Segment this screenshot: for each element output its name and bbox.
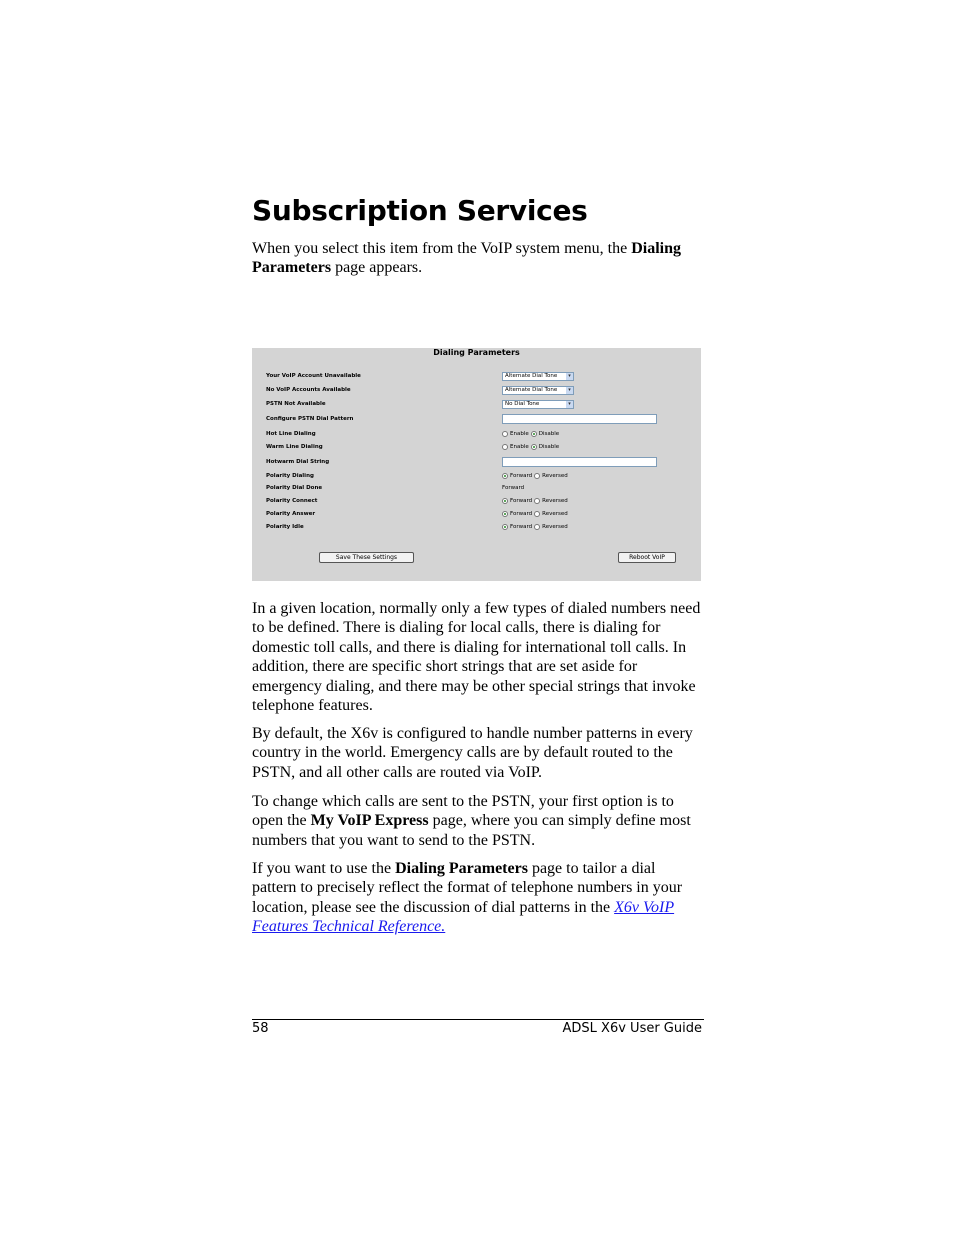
setting-label: Polarity Answer (266, 511, 316, 517)
setting-label: Polarity Connect (266, 498, 318, 504)
select-value: No Dial Tone (505, 400, 540, 407)
setting-select[interactable] (502, 372, 574, 381)
setting-label: Hot Line Dialing (266, 431, 316, 437)
para3-bold: My VoIP Express (310, 812, 429, 830)
chevron-down-icon[interactable]: ▾ (566, 373, 573, 380)
radio-label: Reversed (542, 473, 568, 479)
page-title: Subscription Services (252, 194, 588, 227)
radio-button[interactable] (502, 524, 508, 530)
paragraph-3: To change which calls are sent to the PSTN, your first option is to open the My VoIP Express page, where you can simply define most numbers that you want to send to the PSTN. (252, 793, 691, 849)
setting-label: Your VoIP Account Unavailable (266, 373, 361, 379)
radio-label: Reversed (542, 511, 568, 517)
setting-label: Hotwarm Dial String (266, 459, 330, 465)
chevron-down-icon[interactable]: ▾ (566, 401, 573, 408)
radio-label: Forward (510, 473, 533, 479)
para4-bold: Dialing Parameters (395, 860, 528, 877)
page-number: 58 (252, 1021, 269, 1036)
setting-label: Polarity Dialing (266, 473, 314, 479)
intro-paragraph: When you select this item from the VoIP system menu, the Dialing Parameters page appears. (252, 240, 681, 277)
paragraph-2: By default, the X6v is configured to handle number patterns in every country in the world. Emergency calls are by default routed to the PSTN, and all other calls are routed via VoIP. (252, 725, 693, 781)
radio-label: Forward (510, 498, 533, 504)
setting-label: Polarity Dial Done (266, 485, 323, 491)
setting-control (502, 509, 568, 519)
setting-control (502, 457, 657, 467)
dialing-parameters-screenshot (252, 348, 701, 581)
setting-control (502, 399, 574, 409)
reboot-voip-button[interactable]: Reboot VoIP (618, 552, 676, 563)
setting-control (502, 522, 568, 532)
setting-control (502, 442, 559, 452)
paragraph-4: If you want to use the Dialing Parameters page to tailor a dial pattern to precisely reflect the format of telephone numbers in your location, please see the discussion of dial patterns in the X6v VoIP Features Technical Reference. (252, 860, 683, 936)
setting-control (502, 385, 574, 395)
guide-title: ADSL X6v User Guide (562, 1021, 702, 1036)
setting-static-value: Forward (502, 485, 525, 491)
radio-button[interactable] (502, 431, 508, 437)
radio-label: Forward (510, 511, 533, 517)
setting-text-input[interactable] (502, 414, 657, 424)
radio-label: Reversed (542, 524, 568, 530)
radio-label: Enable (510, 431, 529, 437)
radio-button[interactable] (502, 498, 508, 504)
setting-control (502, 429, 559, 439)
setting-control (502, 471, 568, 481)
setting-label: No VoIP Accounts Available (266, 387, 351, 393)
radio-button[interactable] (531, 431, 537, 437)
setting-control (502, 371, 574, 381)
setting-label: Warm Line Dialing (266, 444, 323, 450)
radio-button[interactable] (534, 473, 540, 479)
radio-label: Disable (538, 444, 560, 450)
radio-button[interactable] (534, 498, 540, 504)
setting-text-input[interactable] (502, 457, 657, 467)
setting-select[interactable] (502, 386, 574, 395)
radio-button[interactable] (502, 473, 508, 479)
radio-button[interactable] (502, 444, 508, 450)
setting-label: PSTN Not Available (266, 401, 326, 407)
select-value: Alternate Dial Tone (505, 372, 558, 379)
footer-rule (252, 1019, 704, 1020)
radio-button[interactable] (502, 511, 508, 517)
setting-radio-group (502, 431, 559, 437)
technical-reference-link[interactable]: X6v VoIP Features Technical Reference. (252, 898, 675, 936)
chevron-down-icon[interactable]: ▾ (566, 387, 573, 394)
save-settings-button[interactable]: Save These Settings (319, 552, 414, 563)
setting-radio-group (502, 524, 568, 530)
radio-button[interactable] (534, 524, 540, 530)
select-value: Alternate Dial Tone (505, 386, 558, 393)
setting-control (502, 483, 524, 493)
radio-button[interactable] (531, 444, 537, 450)
paragraph-1: In a given location, normally only a few types of dialed numbers need to be defined. There is dialing for local calls, there is dialing for domestic toll calls, and there is dialing for international toll calls. In addition, there are specific short strings that are set aside for emergency dialing, and there may be other special strings that invoke telephone features. (252, 600, 701, 715)
setting-control (502, 414, 657, 424)
panel-title: Dialing Parameters (433, 348, 520, 357)
radio-label: Reversed (542, 498, 568, 504)
setting-radio-group (502, 498, 568, 504)
setting-radio-group (502, 511, 568, 517)
setting-radio-group (502, 473, 568, 479)
radio-label: Disable (538, 431, 560, 437)
radio-label: Forward (510, 524, 533, 530)
radio-button[interactable] (534, 511, 540, 517)
setting-radio-group (502, 444, 559, 450)
radio-label: Enable (510, 444, 529, 450)
setting-label: Polarity Idle (266, 524, 304, 530)
intro-bold: Dialing Parameters (252, 240, 681, 277)
setting-select[interactable] (502, 400, 574, 409)
setting-label: Configure PSTN Dial Pattern (266, 416, 354, 422)
setting-control (502, 496, 568, 506)
